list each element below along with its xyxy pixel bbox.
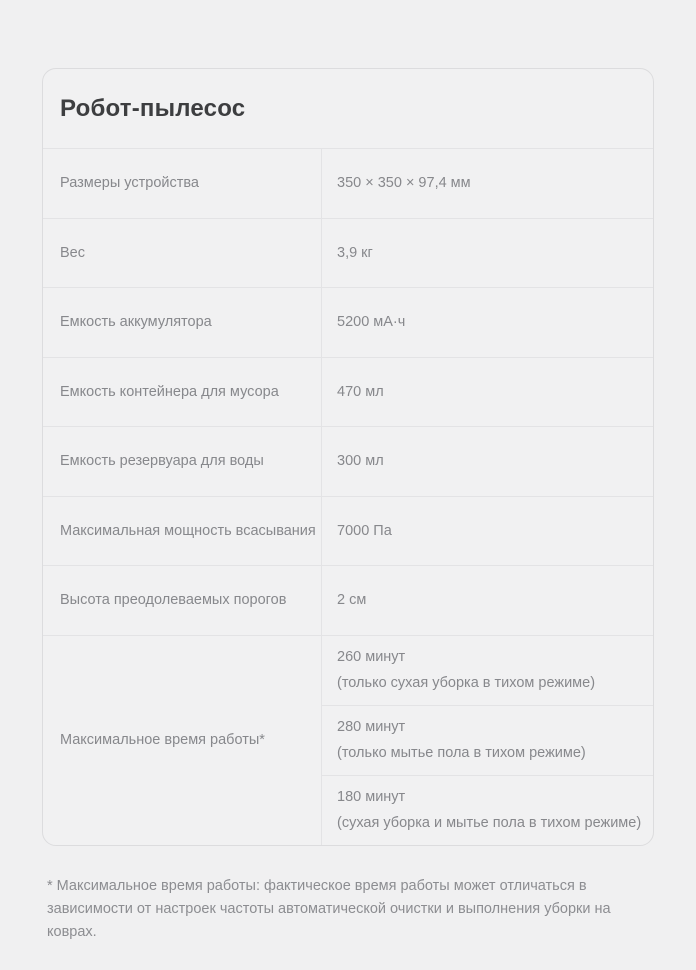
spec-value-cell [322, 149, 653, 218]
spec-table-card [42, 68, 654, 846]
spec-label: Вес [60, 244, 85, 261]
spec-value: 3,9 кг [337, 244, 373, 261]
spec-label-cell [43, 427, 322, 496]
spec-label: Максимальная мощность всасывания [60, 522, 316, 539]
runtime-entry [322, 636, 653, 705]
runtime-value: 180 минут [337, 789, 406, 806]
runtime-value: 260 минут [337, 649, 406, 666]
table-row [43, 287, 653, 357]
spec-value-cell [322, 427, 653, 496]
runtime-label: Максимальное время работы* [60, 732, 265, 749]
table-row [43, 218, 653, 288]
table-row [43, 565, 653, 635]
table-row [43, 357, 653, 427]
footnote: * Максимальное время работы: фактическое время работы может отличаться в зависимости от настроек частоты автоматической очистки и выполнения уборки на коврах. [47, 878, 611, 940]
spec-value: 7000 Па [337, 522, 392, 539]
spec-value-cell [322, 566, 653, 635]
table-row [43, 148, 653, 218]
spec-label: Размеры устройства [60, 175, 199, 192]
spec-label-cell [43, 497, 322, 566]
spec-value: 350 × 350 × 97,4 мм [337, 175, 471, 192]
spec-label-cell [43, 288, 322, 357]
spec-label-cell [43, 566, 322, 635]
runtime-entry [322, 775, 653, 845]
card-title-row [43, 69, 653, 148]
runtime-note: (только сухая уборка в тихом режиме) [337, 675, 596, 692]
runtime-label-cell [43, 636, 322, 846]
spec-label: Высота преодолеваемых порогов [60, 592, 287, 609]
spec-label-cell [43, 149, 322, 218]
runtime-note: (только мытье пола в тихом режиме) [337, 745, 586, 762]
spec-value: 5200 мА·ч [337, 314, 406, 331]
runtime-value: 280 минут [337, 719, 406, 736]
table-row [43, 496, 653, 566]
page-title: Робот-пылесос [60, 94, 246, 122]
spec-label: Емкость аккумулятора [60, 314, 212, 331]
spec-label: Емкость контейнера для мусора [60, 383, 279, 400]
spec-value: 2 см [337, 592, 367, 609]
spec-label: Емкость резервуара для воды [60, 453, 264, 470]
spec-label-cell [43, 358, 322, 427]
spec-value-cell [322, 219, 653, 288]
spec-value-cell [322, 358, 653, 427]
table-row [43, 426, 653, 496]
runtime-table-row [43, 635, 653, 846]
spec-value: 300 мл [337, 453, 384, 470]
runtime-entries [322, 636, 653, 846]
runtime-note: (сухая уборка и мытье пола в тихом режиме) [337, 815, 642, 832]
runtime-entry [322, 705, 653, 775]
spec-value-cell [322, 288, 653, 357]
spec-value: 470 мл [337, 383, 384, 400]
spec-value-cell [322, 497, 653, 566]
spec-label-cell [43, 219, 322, 288]
